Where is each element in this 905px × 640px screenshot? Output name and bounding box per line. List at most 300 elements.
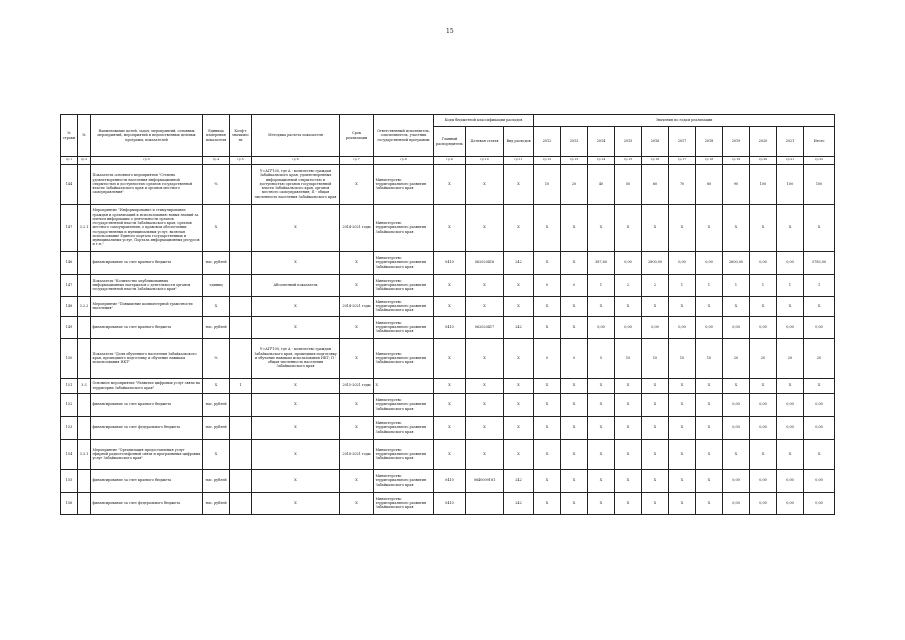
row-year-value: Х [642,204,669,251]
row-year-value: Х [615,296,642,316]
row-target: Х [466,393,504,416]
row-year-value: Х [750,296,777,316]
header-method: Методика расчета показателя [252,115,340,157]
table-row [61,416,835,439]
column-number: гр.15 [615,157,642,165]
row-year-value: 0,00 [723,416,750,439]
row-year-value: 0,00 [642,316,669,338]
row-year-value: Х [696,296,723,316]
row-year-value: Х [615,416,642,439]
row-unit: Х [203,378,230,393]
row-year-value: Х [615,393,642,416]
header-year: 2020 [750,127,777,157]
row-year-value: 0,00 [723,393,750,416]
row-coef [230,492,252,514]
row-term: Х [340,393,374,416]
row-year-value: 0,00 [750,251,777,274]
row-coef [230,393,252,416]
row-year-value: 20 [777,338,804,378]
row-year-value: Х [723,296,750,316]
row-method: Х [252,416,340,439]
header-target: Целевая статья [466,127,504,157]
header-year: 2019 [723,127,750,157]
row-vr: 242 [504,251,534,274]
column-number: гр.19 [723,157,750,165]
column-number: гр.10 [466,157,504,165]
row-year-value: Х [777,439,804,469]
row-unit: Х [203,204,230,251]
row-method: Абсолютный показатель [252,274,340,296]
row-name: Мероприятие "Информирование и стимулирование граждан и организаций к использованию новых знаний за плечом информации о деятельности органов государственной власти Забайкальского края, органов местного самоуправления, о правовом обеспечении государственных и муниципальных услуг, включая использование Единого портала государственных и муниципальных услуг, Портала информационных ресурсов и т.п." [91,204,203,251]
header-year: Итого [804,127,835,157]
row-name: финансирование за счет федерального бюджета [91,416,203,439]
row-year-value: 0,00 [588,316,615,338]
row-number: 146 [61,251,78,274]
column-number: гр.2 [78,157,91,165]
row-year-value: Х [534,378,561,393]
row-year-value: Х [777,378,804,393]
header-coef: Коэф-т значимости [230,115,252,157]
row-grbs: Х [434,416,466,439]
row-year-value: Х [750,378,777,393]
row-year-value: Х [588,469,615,492]
row-coef [230,164,252,204]
row-year-value: 0,00 [615,316,642,338]
row-method: Х [252,393,340,416]
row-term: Х [340,416,374,439]
table-row [61,393,835,416]
row-year-value: Х [561,416,588,439]
row-year-value: 0 [534,274,561,296]
header-year: 2021 [777,127,804,157]
row-code [78,416,91,439]
column-number: гр.12 [534,157,561,165]
row-year-value: 0,00 [723,492,750,514]
row-year-value: Х [696,439,723,469]
row-vr: Х [504,204,534,251]
row-year-value: Х [696,204,723,251]
header-num: № строки [61,115,78,157]
row-coef [230,316,252,338]
row-year-value: Х [534,251,561,274]
row-target: Х [466,439,504,469]
row-year-value: 0,00 [750,416,777,439]
row-year-value: 80 [696,164,723,204]
row-method: Х [252,378,340,393]
row-year-value: 10 [642,338,669,378]
row-grbs: Х [434,378,466,393]
header-exec: Ответственный исполнитель, соисполнитель, участник государственной программы [374,115,434,157]
row-unit: % [203,338,230,378]
row-grbs: 0410 [434,492,466,514]
row-code [78,251,91,274]
row-year-value: Х [669,296,696,316]
row-name: Мероприятие "Организация предоставления услуг эфирной радиотелефонной связи и программных цифровых услуг Забайкальского края" [91,439,203,469]
row-year-value: 0,00 [777,469,804,492]
row-year-value: Х [669,439,696,469]
row-name: финансирование за счет краевого бюджета [91,469,203,492]
header-code: № [78,115,91,157]
row-year-value: 1 [777,274,804,296]
row-year-value: Х [561,204,588,251]
row-coef [230,416,252,439]
row-year-value: Х [777,204,804,251]
row-year-value: Х [723,378,750,393]
header-year: 2017 [669,127,696,157]
row-year-value: Х [588,492,615,514]
row-year-value: Х [696,469,723,492]
row-coef [230,469,252,492]
row-code: 3.3.1 [78,439,91,469]
row-name: финансирование за счет краевого бюджета [91,251,203,274]
row-year-value: 5783,00 [804,251,835,274]
column-number: гр.11 [504,157,534,165]
row-year-value: Х [588,296,615,316]
row-term: Х [340,251,374,274]
row-vr: 242 [504,316,534,338]
row-year-value: Х [696,393,723,416]
row-executor: Министерство территориального развития Забайкальского края [374,338,434,378]
row-number: 148 [61,296,78,316]
header-years-group: Значения по годам реализации [534,115,835,127]
row-year-value: Х [804,378,835,393]
header-budget-group: Коды бюджетной классификации расходов [434,115,534,127]
column-numbers-row [61,157,835,165]
row-executor: Министерство территориального развития Забайкальского края [374,492,434,514]
row-year-value: Х [615,492,642,514]
row-term: Х [340,274,374,296]
row-unit: тыс. рублей [203,251,230,274]
row-executor: Министерство территориального развития Забайкальского края [374,164,434,204]
row-grbs: Х [434,393,466,416]
row-year-value: Х [615,469,642,492]
row-year-value: 1 [750,274,777,296]
row-coef [230,251,252,274]
row-term: Х [340,164,374,204]
row-year-value: Х [642,492,669,514]
row-year-value: Х [588,416,615,439]
row-year-value: Х [642,378,669,393]
row-target: Х [466,274,504,296]
row-method: Х [252,492,340,514]
row-year-value: 0,00 [777,393,804,416]
row-unit: тыс. рублей [203,469,230,492]
row-year-value: 20 [804,338,835,378]
row-executor: Министерство территориального развития Забайкальского края [374,251,434,274]
header-term: Срок реализации [340,115,374,157]
row-year-value: Х [669,204,696,251]
row-year-value: 0,00 [750,469,777,492]
table-row [61,469,835,492]
row-year-value: Х [750,439,777,469]
row-code [78,338,91,378]
row-year-value: 10 [615,338,642,378]
row-target: Х [466,416,504,439]
row-unit: Х [203,439,230,469]
row-year-value: 70 [669,164,696,204]
row-year-value: 2600,00 [723,251,750,274]
row-number: 152 [61,393,78,416]
row-term: Х [340,492,374,514]
row-year-value: Х [804,439,835,469]
row-year-value: 10 [696,338,723,378]
header-unit: Единица измерения показателя [203,115,230,157]
row-executor: Министерство территориального развития Забайкальского края [374,316,434,338]
column-number: гр.16 [642,157,669,165]
row-target: Х [466,378,504,393]
row-year-value: 20 [750,338,777,378]
header-year: 2012 [534,127,561,157]
row-coef [230,274,252,296]
row-year-value: Х [561,378,588,393]
row-year-value: 20 [723,338,750,378]
row-executor: Министерство территориального развития Забайкальского края [374,274,434,296]
row-unit: тыс. рублей [203,492,230,514]
row-target: 062020417 [466,316,504,338]
row-vr: Х [504,338,534,378]
row-year-value: 0,00 [696,251,723,274]
row-year-value: Х [561,439,588,469]
row-year-value: Х [723,439,750,469]
header-year: 2013 [561,127,588,157]
row-grbs: Х [434,296,466,316]
row-year-value: Х [534,492,561,514]
row-name: Показатель "Доля обученного населения Забайкальского края, прошедшего подготовку и обучение навыкам использования ИКТ" [91,338,203,378]
row-year-value: 2 [642,274,669,296]
row-term: Х [340,338,374,378]
row-target: 062020416 [466,251,504,274]
column-number: гр.18 [696,157,723,165]
row-year-value: 387,60 [588,251,615,274]
row-grbs: Х [434,338,466,378]
row-year-value: 60 [642,164,669,204]
row-grbs: 0410 [434,469,466,492]
row-year-value: Х [534,469,561,492]
row-year-value: Х [669,393,696,416]
row-year-value: 0,00 [723,316,750,338]
row-year-value: Х [615,378,642,393]
row-year-value: 0,00 [750,492,777,514]
row-name: Показатель "Количество опубликованных информационных материалов о деятельности органов государственной власти Забайкальского края" [91,274,203,296]
header-grbs: Главный распорядитель [434,127,466,157]
row-code: 3.2.2 [78,296,91,316]
column-number: гр.21 [777,157,804,165]
row-grbs: Х [434,204,466,251]
row-year-value: Х [588,439,615,469]
row-name: финансирование за счет краевого бюджета [91,316,203,338]
row-executor: Министерство территориального развития Забайкальского края [374,469,434,492]
row-year-value: Х [642,393,669,416]
row-year-value: 0,00 [777,416,804,439]
row-code [78,492,91,514]
row-year-value: 0 [534,338,561,378]
row-term: 2018-2021 годы [340,439,374,469]
row-name: Мероприятие "Повышение компьютерной грамотности населения" [91,296,203,316]
row-year-value: Х [696,492,723,514]
row-year-value: 10 [669,338,696,378]
column-number: гр.1 [61,157,78,165]
row-target: Х [466,338,504,378]
header-vr: Вид расходов [504,127,534,157]
row-vr: Х [504,439,534,469]
row-code [78,274,91,296]
row-vr: Х [504,296,534,316]
row-unit: Х [203,296,230,316]
row-number: 151 [61,378,78,393]
row-year-value: 100 [777,164,804,204]
row-year-value: 0,00 [804,492,835,514]
row-coef [230,338,252,378]
row-method: У=АП*100, где А - количество граждан Забайкальского края, прошедших подготовку и обучение навыкам использования ИКТ; П - общая численность населения Забайкальского края [252,338,340,378]
row-year-value: Х [534,296,561,316]
row-year-value: 1 [723,274,750,296]
row-method: Х [252,204,340,251]
row-year-value: 10 [534,164,561,204]
row-year-value: Х [777,296,804,316]
row-year-value: 90 [723,164,750,204]
row-term: Х [340,469,374,492]
row-year-value: Х [588,378,615,393]
row-method: Х [252,439,340,469]
row-term: 2014-2021 годы [340,296,374,316]
row-year-value: Х [561,316,588,338]
row-year-value: Х [534,439,561,469]
column-number: гр.7 [340,157,374,165]
row-year-value: Х [534,204,561,251]
row-year-value: Х [615,439,642,469]
row-method: Х [252,469,340,492]
row-unit: тыс. рублей [203,316,230,338]
row-method: Х [252,316,340,338]
header-year: 2014 [588,127,615,157]
row-number: 153 [61,416,78,439]
row-year-value: 2800,00 [642,251,669,274]
page-number: 15 [446,28,454,35]
table-row [61,274,835,296]
row-executor: Министерство территориального развития Забайкальского края [374,393,434,416]
row-code: 3.3 [78,378,91,393]
row-vr: Х [504,416,534,439]
row-vr: 242 [504,492,534,514]
row-code: 3.2.1 [78,204,91,251]
row-year-value: 0,00 [804,469,835,492]
row-year-value: 5 [588,338,615,378]
row-vr: Х [504,378,534,393]
row-number: 156 [61,492,78,514]
row-year-value: Х [588,204,615,251]
row-target: Х [466,296,504,316]
program-table [60,114,835,515]
row-year-value: Х [561,251,588,274]
row-method: Х [252,296,340,316]
row-year-value: 0,00 [669,251,696,274]
table-row [61,316,835,338]
row-year-value: 0,00 [750,316,777,338]
header-year: 2018 [696,127,723,157]
table-row [61,378,835,393]
table-row [61,204,835,251]
row-year-value: 0,00 [777,492,804,514]
column-number: гр.4 [203,157,230,165]
row-year-value: Х [588,393,615,416]
row-executor: Министерство территориального развития Забайкальского края [374,416,434,439]
row-target: Х [466,204,504,251]
row-number: 144 [61,164,78,204]
row-year-value: Х [669,469,696,492]
column-number: гр.8 [374,157,434,165]
header-name: Наименование целей, задач, мероприятий, основных мероприятий, мероприятий и ведомственных целевых программ, показателей [91,115,203,157]
row-year-value: 0 [561,338,588,378]
row-executor: Х [374,378,434,393]
row-year-value: 40 [588,164,615,204]
header-year: 2016 [642,127,669,157]
table-row [61,251,835,274]
column-number: гр.3 [91,157,203,165]
row-name: Основное мероприятие "Развитие цифровых услуг связи на территории Забайкальского края" [91,378,203,393]
row-number: 147 [61,204,78,251]
row-method: У=АП*100, где А - количество граждан Забайкальского края, удовлетворенных информационной открытостью и доступностью органов государственной власти Забайкальского края, органов местного самоуправления; П - общая численность населения Забайкальского края [252,164,340,204]
table-row [61,296,835,316]
row-term: 2014-2021 годы [340,204,374,251]
row-number: 155 [61,469,78,492]
row-number: 147 [61,274,78,296]
row-name: финансирование за счет федерального бюджета [91,492,203,514]
row-year-value: 50 [615,164,642,204]
column-number: гр.14 [588,157,615,165]
row-vr: 242 [504,469,534,492]
row-year-value: 0,00 [723,469,750,492]
row-year-value: 0,00 [804,393,835,416]
row-code [78,469,91,492]
row-executor: Министерство территориального развития Забайкальского края [374,439,434,469]
row-year-value: 0,00 [615,251,642,274]
table-row [61,338,835,378]
row-name: Показатель основного мероприятия "Степень удовлетворенности населения информационной открытостью и доступностью органов государственной власти Забайкальского края и органов местного самоуправления" [91,164,203,204]
table-row [61,439,835,469]
row-year-value: 0,00 [804,316,835,338]
row-number: 150 [61,338,78,378]
row-year-value: Х [615,204,642,251]
row-vr: Х [504,164,534,204]
row-year-value: Х [804,204,835,251]
row-year-value: 0,00 [669,316,696,338]
row-code [78,164,91,204]
row-year-value: 0,00 [777,316,804,338]
row-year-value: 0 [561,274,588,296]
row-target: 0640009181 [466,469,504,492]
row-target: Х [466,164,504,204]
row-unit: тыс. рублей [203,416,230,439]
row-year-value: Х [561,296,588,316]
row-executor: Министерство территориального развития Забайкальского края [374,296,434,316]
row-term: Х [340,316,374,338]
row-year-value: Х [534,416,561,439]
row-term: 2015-2021 годы [340,378,374,393]
row-year-value: Х [534,316,561,338]
row-year-value: 1 [669,274,696,296]
table-row [61,492,835,514]
row-grbs: Х [434,439,466,469]
row-year-value: Х [642,296,669,316]
row-coef [230,296,252,316]
row-year-value: 1 [696,274,723,296]
row-unit: единиц [203,274,230,296]
row-unit: тыс. рублей [203,393,230,416]
row-vr: Х [504,274,534,296]
row-year-value: Х [561,469,588,492]
row-year-value: 0,00 [777,251,804,274]
table-row [61,164,835,204]
